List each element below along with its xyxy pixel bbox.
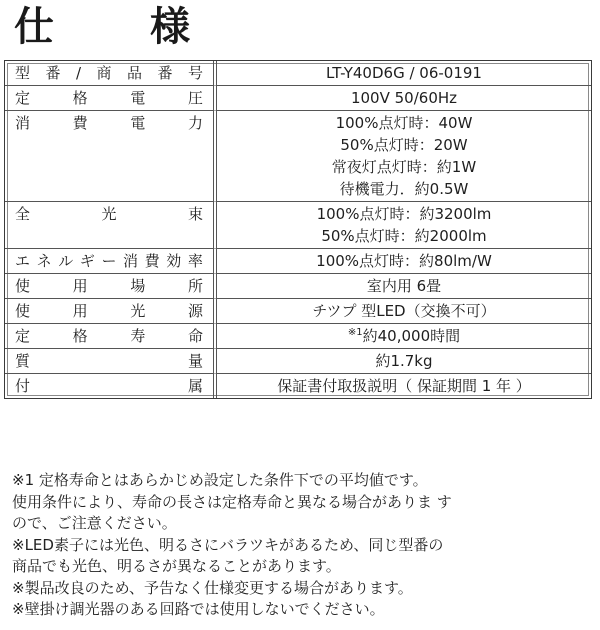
spec-value-cell xyxy=(217,274,591,299)
label-char: 電 xyxy=(130,89,146,107)
spec-label-cell xyxy=(5,61,217,86)
label-char: 定 xyxy=(15,327,31,345)
note-line: ※壁掛け調光器のある回路では使用しないでください。 xyxy=(12,600,385,618)
spec-label-cell xyxy=(5,274,217,299)
spec-label-cell xyxy=(5,299,217,324)
spec-value-cell xyxy=(217,349,591,374)
label-char: 電 xyxy=(130,114,146,132)
label-char: 番 xyxy=(157,64,173,82)
spec-value: 100%点灯時：約80lm/W xyxy=(316,252,492,270)
spec-value: 100%点灯時：約3200lm xyxy=(316,205,492,223)
spec-value: 待機電力．約0.5W xyxy=(339,180,469,198)
label-char: 束 xyxy=(187,205,203,223)
spec-label xyxy=(13,325,205,347)
spec-row xyxy=(5,274,591,299)
label-char: 寿 xyxy=(130,327,146,345)
spec-label-cell xyxy=(5,349,217,374)
label-char: 圧 xyxy=(187,89,203,107)
spec-label xyxy=(13,375,205,397)
label-char: ー xyxy=(101,252,117,270)
spec-value: 室内用 6畳 xyxy=(366,277,442,295)
label-char: 費 xyxy=(144,252,160,270)
spec-value-cell xyxy=(217,202,591,249)
label-char: 用 xyxy=(72,302,88,320)
spec-value xyxy=(225,325,583,347)
note-line: 使用条件により、寿命の長さは定格寿命と異なる場合がありま す xyxy=(12,492,452,511)
spec-value-cell xyxy=(217,249,591,274)
label-char: 品 xyxy=(126,64,142,82)
spec-value-cell xyxy=(217,324,591,349)
spec-label-cell xyxy=(5,324,217,349)
label-char: 光 xyxy=(101,205,117,223)
spec-label xyxy=(13,350,205,372)
label-char: 場 xyxy=(130,277,146,295)
label-char: / xyxy=(75,64,82,82)
spec-row xyxy=(5,349,591,374)
spec-value: チツプ 型LED（交換不可） xyxy=(312,302,496,320)
note-line: 商品でも光色、明るさが異なることがあります。 xyxy=(12,557,341,575)
spec-value: 100%点灯時：40W xyxy=(335,114,473,132)
label-char: 光 xyxy=(130,302,146,320)
notes-section xyxy=(12,470,592,621)
label-char: 用 xyxy=(72,277,88,295)
label-char: 費 xyxy=(72,114,88,132)
spec-table xyxy=(4,60,592,399)
spec-label xyxy=(13,112,205,134)
label-char: 番 xyxy=(45,64,61,82)
spec-row xyxy=(5,202,591,249)
spec-value-cell xyxy=(217,111,591,202)
label-char: エ xyxy=(15,252,31,270)
spec-label-cell xyxy=(5,111,217,202)
label-char: 量 xyxy=(187,352,203,370)
label-char: ギ xyxy=(79,252,95,270)
label-char: 定 xyxy=(15,89,31,107)
label-char: 率 xyxy=(187,252,203,270)
spec-label-cell xyxy=(5,374,217,398)
note-line: ※LED素子には光色、明るさにバラツキがあるため、同じ型番の xyxy=(12,535,444,554)
spec-value: 保証書付取扱説明（ 保証期間 1 年 ） xyxy=(277,377,531,395)
spec-row xyxy=(5,61,591,86)
label-char: 型 xyxy=(15,64,31,82)
spec-row xyxy=(5,374,591,398)
spec-value-cell xyxy=(217,299,591,324)
label-char: 効 xyxy=(166,252,182,270)
spec-label xyxy=(13,62,205,84)
label-char: 所 xyxy=(187,277,203,295)
spec-row xyxy=(5,324,591,349)
spec-label xyxy=(13,87,205,109)
spec-value-cell xyxy=(217,374,591,398)
label-char: 消 xyxy=(123,252,139,270)
note-line: ※1 定格寿命とはあらかじめ設定した条件下での平均値です。 xyxy=(12,471,428,489)
spec-table-body xyxy=(5,61,591,398)
page-title: 仕 様 xyxy=(14,4,218,50)
label-char: 命 xyxy=(187,327,203,345)
label-char: 全 xyxy=(15,205,31,223)
label-char: 号 xyxy=(187,64,203,82)
spec-label-cell xyxy=(5,202,217,249)
spec-value: 100V 50/60Hz xyxy=(350,89,458,107)
spec-label xyxy=(13,203,205,225)
spec-value-cell xyxy=(217,86,591,111)
label-char: 付 xyxy=(15,377,31,395)
label-char: 商 xyxy=(96,64,112,82)
spec-row xyxy=(5,299,591,324)
label-char: 格 xyxy=(72,327,88,345)
label-char: ル xyxy=(58,252,74,270)
footnote-mark: ※1 xyxy=(347,327,363,338)
spec-label xyxy=(13,300,205,322)
label-char: 力 xyxy=(187,114,203,132)
spec-value-text: 約40,000時間 xyxy=(362,327,461,345)
spec-value: 50%点灯時：約2000lm xyxy=(321,227,487,245)
label-char: 使 xyxy=(15,277,31,295)
label-char: 属 xyxy=(187,377,203,395)
spec-value: 約1.7kg xyxy=(375,352,433,370)
spec-row xyxy=(5,249,591,274)
label-char: 源 xyxy=(187,302,203,320)
label-char: ネ xyxy=(36,252,52,270)
spec-row xyxy=(5,86,591,111)
note-line: ので、ご注意ください。 xyxy=(12,514,177,532)
spec-value: LT-Y40D6G / 06-0191 xyxy=(326,64,482,82)
note-line: ※製品改良のため、予告なく仕様変更する場合があります。 xyxy=(12,578,413,597)
label-char: 質 xyxy=(15,352,31,370)
spec-label-cell xyxy=(5,249,217,274)
spec-label xyxy=(13,275,205,297)
spec-label-cell xyxy=(5,86,217,111)
spec-value-cell xyxy=(217,61,591,86)
label-char: 格 xyxy=(72,89,88,107)
label-char: 使 xyxy=(15,302,31,320)
spec-row xyxy=(5,111,591,202)
spec-label xyxy=(13,250,205,272)
spec-value: 50%点灯時：20W xyxy=(340,136,468,154)
label-char: 消 xyxy=(15,114,31,132)
spec-value: 常夜灯点灯時：約1W xyxy=(331,158,477,176)
